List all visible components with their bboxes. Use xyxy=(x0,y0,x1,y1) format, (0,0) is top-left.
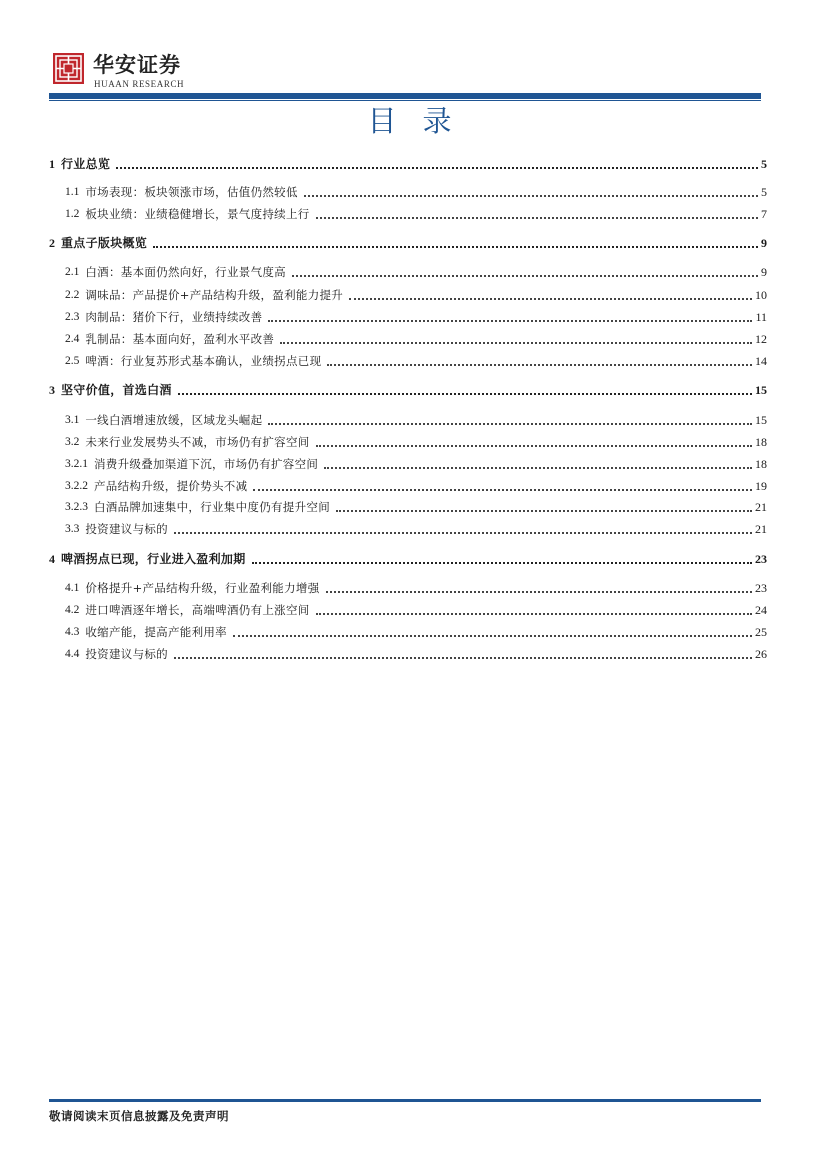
toc-entry[interactable] xyxy=(65,184,767,200)
toc-dot-leader xyxy=(153,236,758,248)
toc-entry-page: 21 xyxy=(755,500,767,514)
toc-entry[interactable] xyxy=(65,353,767,369)
toc-dot-leader xyxy=(233,625,752,637)
toc-entry-page: 10 xyxy=(755,288,767,302)
toc-entry-page: 23 xyxy=(755,552,767,566)
toc-entry[interactable] xyxy=(65,434,767,450)
toc-entry-title: 未来行业发展势头不减，市场仍有扩容空间 xyxy=(85,435,310,449)
toc-dot-leader xyxy=(324,457,752,469)
toc-entry-title: 啤酒：行业复苏形式基本确认，业绩拐点已现 xyxy=(85,354,322,368)
toc-entry-page: 14 xyxy=(755,354,767,368)
toc-entry-title: 肉制品：猪价下行，业绩持续改善 xyxy=(85,310,263,324)
toc-entry-number: 1.1 xyxy=(65,186,80,198)
page-title: 目录 xyxy=(367,104,478,138)
toc-entry-number: 2.3 xyxy=(65,311,80,323)
huaan-logo-icon xyxy=(53,53,84,84)
toc-entry-number: 1.2 xyxy=(65,208,80,220)
toc-entry[interactable] xyxy=(65,264,767,280)
toc-dot-leader xyxy=(252,552,752,564)
toc-entry-title: 乳制品：基本面向好，盈利水平改善 xyxy=(85,332,275,346)
toc-entry-number: 3.2.3 xyxy=(65,501,88,513)
toc-entry-number: 3.2.1 xyxy=(65,458,88,470)
toc-entry-number: 4 xyxy=(49,552,55,566)
toc-entry-title: 进口啤酒逐年增长，高端啤酒仍有上涨空间 xyxy=(85,603,310,617)
toc-entry-number: 4.4 xyxy=(65,648,80,660)
toc-entry[interactable] xyxy=(65,456,767,472)
toc-entry-number: 2.2 xyxy=(65,289,80,301)
toc-entry-page: 11 xyxy=(755,310,767,324)
toc-dot-leader xyxy=(327,354,752,366)
toc-entry-title: 重点子版块概览 xyxy=(61,236,148,250)
toc-entry-page: 5 xyxy=(761,157,767,171)
toc-entry[interactable] xyxy=(49,156,767,172)
toc-entry-title: 投资建议与标的 xyxy=(85,522,168,536)
toc-entry-page: 7 xyxy=(761,207,767,221)
toc-entry-page: 25 xyxy=(755,625,767,639)
toc-entry-title: 调味品：产品提价+产品结构升级，盈利能力提升 xyxy=(85,288,344,302)
toc-dot-leader xyxy=(304,185,758,197)
toc-entry[interactable] xyxy=(65,499,767,515)
toc-entry-page: 26 xyxy=(755,647,767,661)
header-divider-thin xyxy=(49,100,761,101)
toc-entry-number: 3.2 xyxy=(65,436,80,448)
toc-entry-number: 3.3 xyxy=(65,523,80,535)
toc-entry-page: 9 xyxy=(761,265,767,279)
toc-entry-page: 5 xyxy=(761,185,767,199)
toc-entry-title: 价格提升+产品结构升级，行业盈利能力增强 xyxy=(85,581,320,595)
toc-entry-title: 板块业绩：业绩稳健增长，景气度持续上行 xyxy=(85,207,310,221)
logo-english-name: HUAAN RESEARCH xyxy=(94,79,185,89)
toc-entry[interactable] xyxy=(65,206,767,222)
toc-entry-number: 4.1 xyxy=(65,582,80,594)
toc-entry-title: 消费升级叠加渠道下沉，市场仍有扩容空间 xyxy=(94,457,319,471)
toc-entry-title: 行业总览 xyxy=(61,157,111,171)
toc-entry-page: 21 xyxy=(755,522,767,536)
toc-dot-leader xyxy=(336,500,752,512)
toc-entry-title: 坚守价值，首选白酒 xyxy=(61,383,172,397)
toc-entry-page: 24 xyxy=(755,603,767,617)
toc-entry-page: 12 xyxy=(755,332,767,346)
toc-dot-leader xyxy=(253,479,752,491)
toc-dot-leader xyxy=(268,413,752,425)
toc-entry[interactable] xyxy=(49,551,767,567)
toc-dot-leader xyxy=(174,522,752,534)
header-divider xyxy=(49,93,761,99)
toc-dot-leader xyxy=(316,207,758,219)
toc-entry-page: 9 xyxy=(761,236,767,250)
toc-dot-leader xyxy=(326,581,752,593)
toc-entry-number: 3.2.2 xyxy=(65,480,88,492)
toc-entry-number: 1 xyxy=(49,157,55,171)
toc-entry-title: 白酒品牌加速集中，行业集中度仍有提升空间 xyxy=(94,500,330,514)
toc-entry[interactable] xyxy=(49,382,767,398)
toc-dot-leader xyxy=(174,647,752,659)
toc-entry[interactable] xyxy=(65,331,767,347)
toc-entry-number: 2.1 xyxy=(65,266,80,278)
toc-entry[interactable] xyxy=(65,646,767,662)
toc-entry-title: 投资建议与标的 xyxy=(85,647,168,661)
toc-entry[interactable] xyxy=(65,309,767,325)
toc-dot-leader xyxy=(316,603,752,615)
toc-entry[interactable] xyxy=(65,478,767,494)
toc-entry-page: 19 xyxy=(755,479,767,493)
toc-dot-leader xyxy=(292,265,758,277)
toc-entry[interactable] xyxy=(65,602,767,618)
toc-entry-number: 2.4 xyxy=(65,333,80,345)
toc-entry[interactable] xyxy=(65,412,767,428)
toc-dot-leader xyxy=(280,332,752,344)
toc-entry-title: 啤酒拐点已现，行业进入盈利加期 xyxy=(61,552,246,566)
toc-entry[interactable] xyxy=(65,580,767,596)
toc-entry-number: 2.5 xyxy=(65,355,80,367)
toc-entry[interactable] xyxy=(65,624,767,640)
toc-entry-title: 白酒：基本面仍然向好，行业景气度高 xyxy=(85,265,286,279)
toc-entry-page: 18 xyxy=(755,457,767,471)
toc-dot-leader xyxy=(316,435,752,447)
toc-entry-page: 23 xyxy=(755,581,767,595)
toc-entry-number: 3.1 xyxy=(65,414,80,426)
toc-entry-title: 收缩产能，提高产能利用率 xyxy=(85,625,227,639)
logo-chinese-name: 华安证券 xyxy=(93,52,181,77)
toc-entry[interactable] xyxy=(49,235,767,251)
toc-entry-title: 产品结构升级，提价势头不减 xyxy=(94,479,248,493)
toc-entry-page: 15 xyxy=(755,413,767,427)
toc-dot-leader xyxy=(349,288,752,300)
toc-entry-number: 4.2 xyxy=(65,604,80,616)
footer-disclaimer: 敬请阅读末页信息披露及免责声明 xyxy=(49,1109,229,1123)
toc-entry-title: 市场表现：板块领涨市场，估值仍然较低 xyxy=(85,185,298,199)
toc-entry-page: 15 xyxy=(755,383,767,397)
toc-entry-page: 18 xyxy=(755,435,767,449)
toc-entry-number: 2 xyxy=(49,236,55,250)
footer-divider xyxy=(49,1099,761,1102)
toc-entry[interactable] xyxy=(65,521,767,537)
toc-entry-title: 一线白酒增速放缓，区域龙头崛起 xyxy=(85,413,263,427)
toc-dot-leader xyxy=(268,310,752,322)
toc-dot-leader xyxy=(116,157,758,169)
toc-entry-number: 3 xyxy=(49,383,55,397)
toc-dot-leader xyxy=(178,383,752,395)
toc-entry[interactable] xyxy=(65,287,767,303)
toc-entry-number: 4.3 xyxy=(65,626,80,638)
